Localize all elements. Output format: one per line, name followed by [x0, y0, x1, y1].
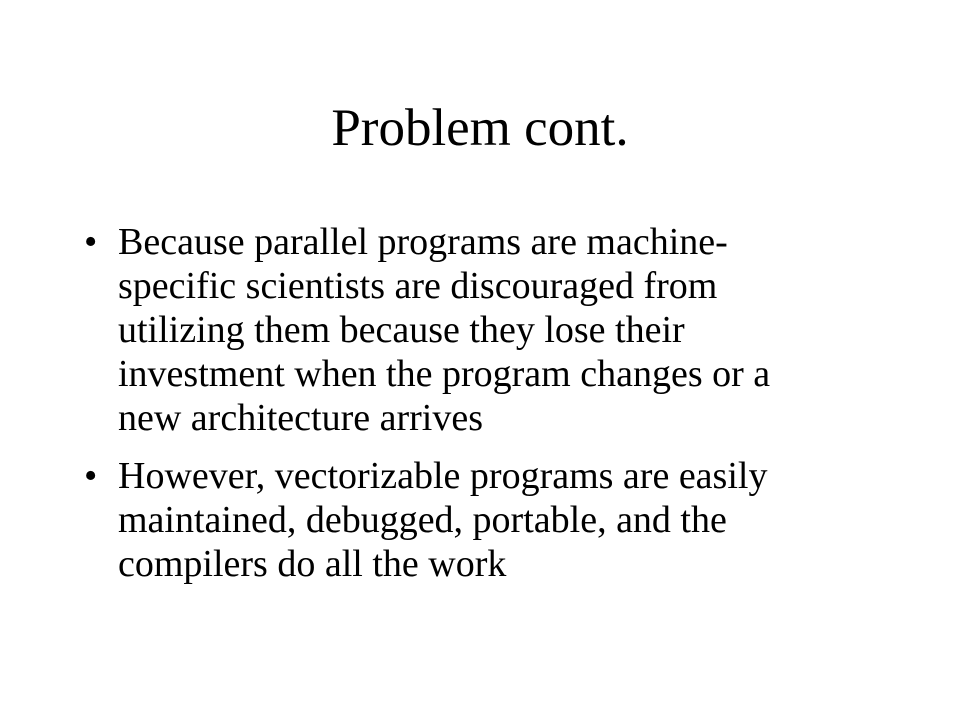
bullet-text-line: new architecture arrives — [118, 397, 484, 439]
slide-title: Problem cont. — [331, 99, 629, 157]
bullet-text-line: specific scientists are discouraged from — [118, 265, 718, 307]
bullet-text-line: Because parallel programs are machine- — [118, 221, 728, 263]
bullet-text-line: investment when the program changes or a — [118, 353, 771, 395]
bullet-icon: • — [84, 455, 98, 497]
bullet-item — [84, 454, 874, 586]
bullet-text-line: maintained, debugged, portable, and the — [118, 499, 727, 541]
bullet-text-line: However, vectorizable programs are easily — [118, 455, 768, 497]
bullet-list — [84, 220, 874, 600]
bullet-text-line: compilers do all the work — [118, 543, 507, 585]
bullet-text-line: utilizing them because they lose their — [118, 309, 685, 351]
bullet-icon: • — [84, 221, 98, 263]
bullet-item — [84, 220, 874, 440]
